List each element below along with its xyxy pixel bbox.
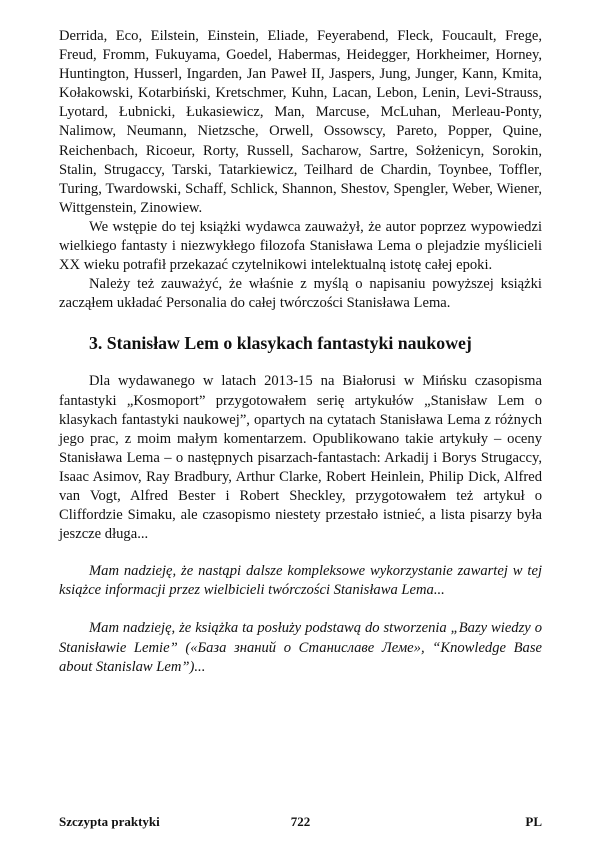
page-number: 722 (290, 814, 311, 829)
footer-language-label: PL (525, 814, 542, 829)
personalia-note-paragraph: Należy też zauważyć, że właśnie z myślą o napisaniu powyższej książki zacząłem układać Personalia do całej twórczości Stanisława Lema. (59, 276, 542, 312)
page-content (59, 27, 542, 677)
section-body-paragraph: Dla wydawanego w latach 2013-15 na Białorusi w Mińsku czasopisma fantastyki „Kosmoport” przygotowałem serię artykułów „Stanisław Lem o klasykach fantastyki naukowej”, opartych na cytatach Stanisława Lema z różnych jego prac, z moim małym komentarzem. Opublikowano takie artykuły – oceny Stanisława Lema – o następnych pisarzach-fantastach: Arkadij i Borys Strugaccy, Isaac Asimov, Ray Bradbury, Arthur Clarke, Robert Heinlein, Philip Dick, Alfred van Vogt, Alfred Bester i Robert Sheckley, przygotowałem też artykuł o Cliffordzie Simaku, ale czasopismo niestety przestało istnieć, a lista pisarzy była jeszcze długa... (59, 373, 542, 543)
section-heading: 3. Stanisław Lem o klasykach fantastyki naukowej (89, 333, 472, 354)
hope-one-paragraph: Mam nadzieję, że nastąpi dalsze kompleksowe wykorzystanie zawartej w tej książce informacji przez wielbicieli twórczości Stanisława Lema... (59, 563, 542, 599)
page-footer (59, 814, 542, 834)
publisher-note-paragraph: We wstępie do tej książki wydawca zauważył, że autor poprzez wypowiedzi wielkiego fantasty i niezwykłego filozofa Stanisława Lema o plejadzie myślicieli XX wieku potrafił przekazać czytelnikowi intelektualną istotę całej epoki. (59, 218, 542, 274)
footer-section-label: Szczypta praktyki (59, 814, 160, 829)
hope-two-paragraph: Mam nadzieję, że książka ta posłuży podstawą do stworzenia „Bazy wiedzy o Stanisławie Lemie” («База знаний о Станиславе Леме», “Knowledge Base about Stanislaw Lem”)... (59, 620, 542, 675)
names-list-paragraph: Derrida, Eco, Eilstein, Einstein, Eliade, Feyerabend, Fleck, Foucault, Frege, Freud, Fromm, Fukuyama, Goedel, Habermas, Heidegger, Horkheimer, Horney, Huntington, Husserl, Ingarden, Jan Paweł II, Jaspers, Jung, Junger, Kann, Kmita, Kołakowski, Kotarbiński, Kretschmer, Kuhn, Lacan, Lebon, Lenin, Levi-Strauss, Lyotard, Łubnicki, Łukasiewicz, Man, Marcuse, McLuhan, Merleau-Ponty, Nalimow, Neumann, Nietzsche, Orwell, Ossowscy, Pareto, Popper, Quine, Reichenbach, Ricoeur, Rorty, Russell, Sacharow, Sartre, Sołżenicyn, Sorokin, Stalin, Strugaccy, Tarski, Tatarkiewicz, Teilhard de Chardin, Toynbee, Toffler, Turing, Twardowski, Schaff, Schlick, Shannon, Shestov, Spengler, Weber, Wiener, Wittgenstein, Zinowiew. (59, 28, 542, 216)
